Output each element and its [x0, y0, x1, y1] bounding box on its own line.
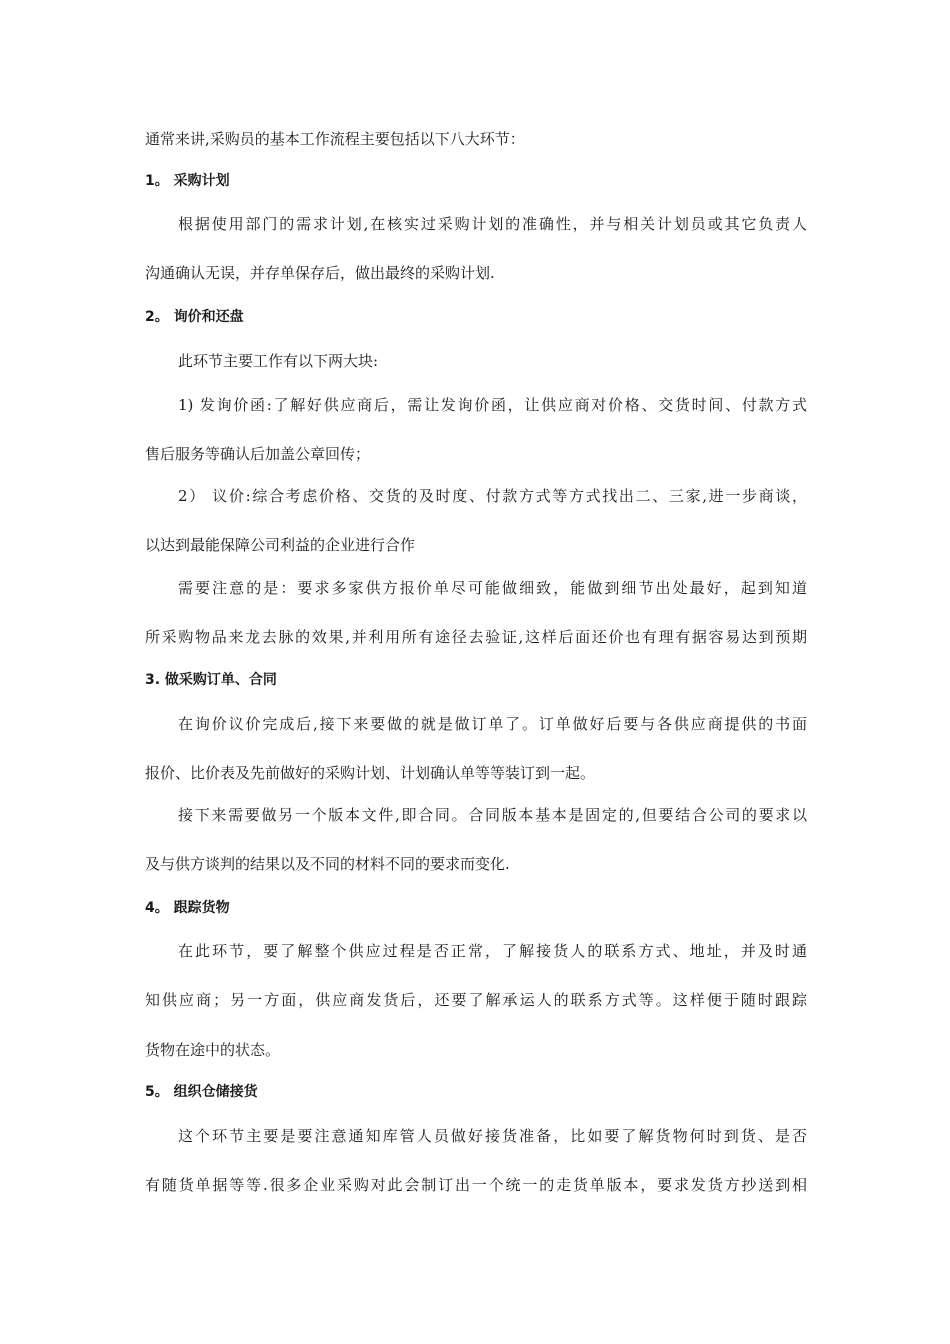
paragraph-line: 1) 发询价函:了解好供应商后，需让发询价函，让供应商对价格、交货时间、付款方式	[178, 396, 807, 414]
paragraph-line: 报价、比价表及先前做好的采购计划、计划确认单等等装订到一起。	[145, 764, 596, 782]
paragraph-line: 知供应商；另一方面，供应商发货后，还要了解承运人的联系方式等。这样便于随时跟踪	[145, 991, 807, 1009]
section-heading-2: 2。 询价和还盘	[145, 309, 244, 325]
paragraph-line: 此环节主要工作有以下两大块:	[178, 352, 379, 370]
paragraph-line: 沟通确认无误，并存单保存后，做出最终的采购计划.	[145, 264, 495, 282]
paragraph-line: 接下来需要做另一个版本文件,即合同。合同版本基本是固定的,但要结合公司的要求以	[178, 806, 807, 824]
paragraph-line: 在此环节，要了解整个供应过程是否正常，了解接货人的联系方式、地址，并及时通	[178, 942, 807, 960]
paragraph-line: 有随货单据等等.很多企业采购对此会制订出一个统一的走货单版本，要求发货方抄送到相	[145, 1176, 807, 1194]
section-heading-1: 1。 采购计划	[145, 173, 230, 189]
paragraph-line: 2） 议价:综合考虑价格、交货的及时度、付款方式等方式找出二、三家,进一步商谈，	[178, 487, 807, 505]
paragraph-line: 货物在途中的状态。	[145, 1041, 281, 1059]
paragraph-line: 这个环节主要是要注意通知库管人员做好接货准备，比如要了解货物何时到货、是否	[178, 1127, 807, 1145]
paragraph-line: 及与供方谈判的结果以及不同的材料不同的要求而变化.	[145, 855, 510, 873]
paragraph-line: 根据使用部门的需求计划,在核实过采购计划的准确性，并与相关计划员或其它负责人	[178, 215, 807, 233]
paragraph-line: 在询价议价完成后,接下来要做的就是做订单了。订单做好后要与各供应商提供的书面	[178, 715, 807, 733]
section-heading-5: 5。 组织仓储接货	[145, 1084, 258, 1100]
paragraph-line: 需要注意的是：要求多家供方报价单尽可能做细致，能做到细节出处最好，起到知道	[178, 579, 807, 597]
section-heading-3: 3. 做采购订单、合同	[145, 672, 277, 688]
paragraph-line: 以达到最能保障公司利益的企业进行合作	[145, 536, 416, 554]
paragraph-line: 所采购物品来龙去脉的效果,并利用所有途径去验证,这样后面还价也有理有据容易达到预期	[145, 628, 807, 646]
paragraph-line: 售后服务等确认后加盖公章回传；	[145, 445, 371, 463]
intro-paragraph: 通常来讲,采购员的基本工作流程主要包括以下八大环节：	[145, 130, 525, 148]
section-heading-4: 4。 跟踪货物	[145, 900, 230, 916]
